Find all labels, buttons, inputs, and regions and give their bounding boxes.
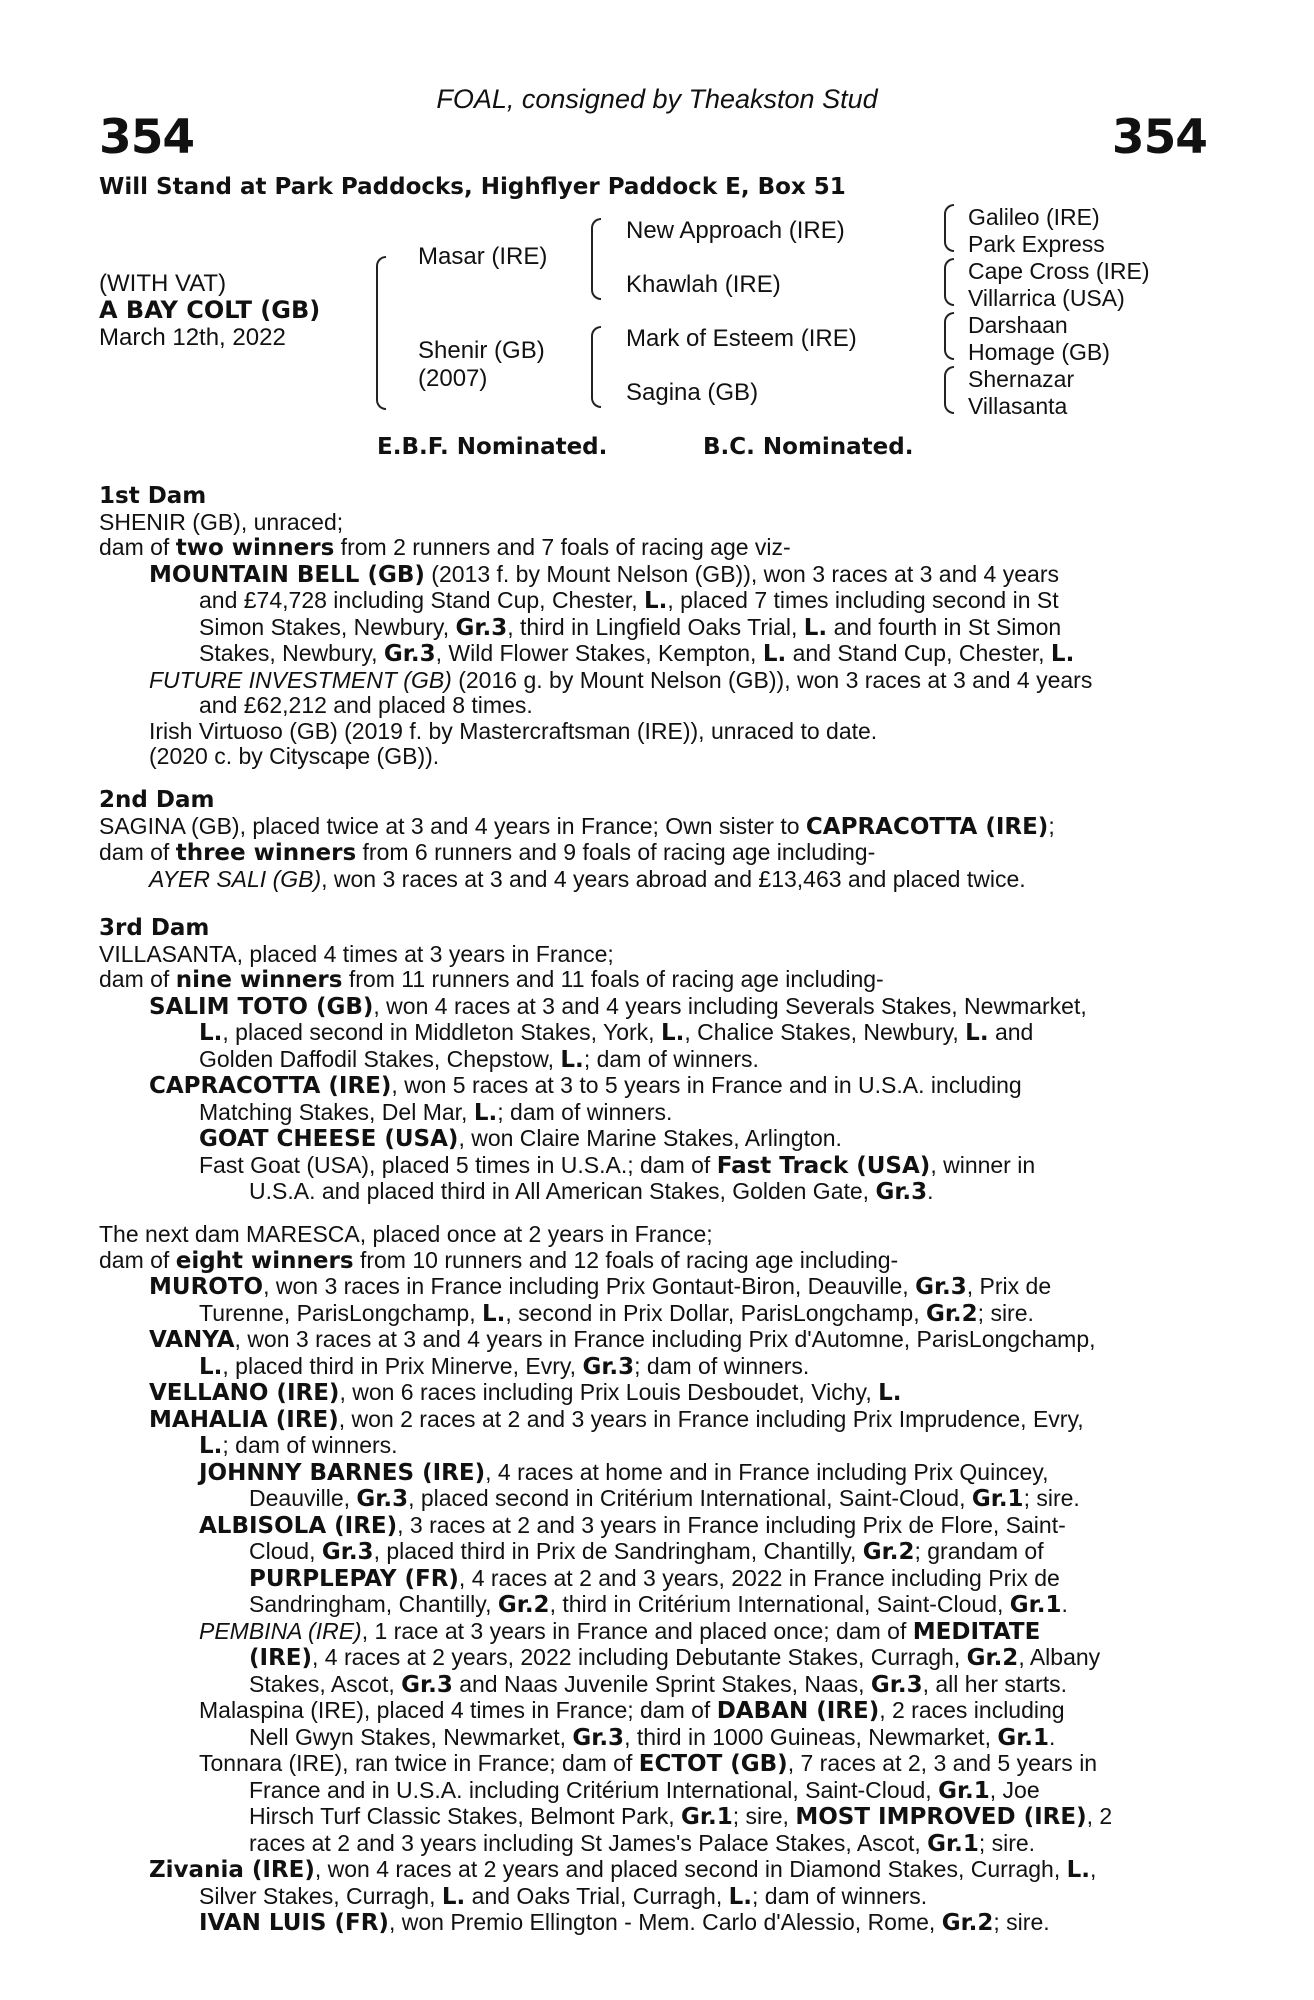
bold-text: GOAT CHEESE (USA) (199, 1126, 459, 1152)
bold-text: CAPRACOTTA (IRE) (149, 1073, 392, 1099)
bold-text: Gr.3 (401, 1671, 453, 1698)
text-fragment: , won 3 races in France including Prix Gontaut-Biron, Deauville, (263, 1273, 916, 1299)
text-fragment: dam of (99, 966, 176, 992)
dam-dam: Sagina (GB) (626, 379, 759, 406)
text-fragment: , won 6 races including Prix Louis Desboudet, Vichy, (339, 1379, 879, 1405)
gen3-name: Villarrica (USA) (968, 285, 1125, 311)
first-dam-section (99, 484, 1205, 770)
text-fragment: Matching Stakes, Del Mar, (199, 1098, 474, 1125)
bold-text: L. (441, 1883, 466, 1910)
text-fragment: , placed 7 times including second in St (667, 587, 1059, 613)
italic-text: AYER SALI (GB) (149, 865, 322, 892)
text-fragment: ; dam of winners. (497, 1098, 673, 1125)
text-fragment: . (927, 1178, 934, 1204)
text-fragment: , placed second in Middleton Stakes, York, (222, 1019, 661, 1045)
produce-entry (99, 668, 1205, 694)
bold-text: Gr.2 (941, 1910, 994, 1936)
bold-text: L. (473, 1099, 498, 1126)
bold-text: L. (660, 1020, 685, 1046)
produce-entry-cont (99, 1884, 1205, 1911)
gen3-name: Galileo (IRE) (968, 204, 1100, 230)
grand-produce-entry-cont (99, 1486, 1205, 1513)
text-fragment: ; sire. (1023, 1485, 1080, 1511)
italic-text: FUTURE INVESTMENT (GB) (149, 666, 452, 693)
italic-text: PEMBINA (IRE) (199, 1617, 362, 1644)
text-fragment: , Prix de (966, 1273, 1052, 1299)
bold-text: L. (762, 641, 787, 667)
bold-text: Gr.1 (997, 1724, 1050, 1751)
bold-text: L. (965, 1020, 989, 1046)
produce-entry (99, 1857, 1205, 1884)
text-fragment: , all her starts. (922, 1670, 1068, 1697)
text-fragment: from 11 runners and 11 foals of racing age including- (342, 966, 884, 992)
gen3-name: Darshaan (968, 312, 1068, 338)
text-fragment: , Chalice Stakes, Newbury, (684, 1019, 966, 1045)
produce-entry-cont (99, 1433, 1205, 1460)
produce-entry: Irish Virtuoso (GB) (2019 f. by Mastercraftsman (IRE)), unraced to date. (149, 717, 878, 744)
consignment-line: FOAL, consigned by Theakston Stud (436, 84, 878, 114)
produce-entry (99, 1407, 1205, 1434)
vat-note: (WITH VAT) (99, 270, 227, 297)
grand-produce-entry (99, 1751, 1205, 1778)
grand-produce-entry-cont (99, 1179, 1205, 1206)
produce-entry-cont (99, 1047, 1205, 1074)
bold-text: MAHALIA (IRE) (149, 1406, 339, 1433)
second-dam-section (99, 788, 1205, 892)
grand-produce-entry (99, 1126, 1205, 1153)
text-fragment: Golden Daffodil Stakes, Chepstow, (199, 1045, 561, 1072)
bold-text: Gr.1 (938, 1777, 990, 1804)
bold-text: Gr.3 (572, 1724, 625, 1751)
produce-entry (99, 994, 1205, 1021)
grand-produce-entry (99, 1910, 1205, 1937)
gen3-brace-2 (944, 258, 954, 306)
text-fragment: , placed third in Prix Minerve, Evry, (222, 1352, 583, 1379)
bold-text: L. (199, 1433, 223, 1459)
bold-text: ALBISOLA (IRE) (199, 1512, 398, 1539)
bold-text: CAPRACOTTA (IRE) (805, 813, 1049, 840)
grand-produce-entry-cont (99, 1831, 1205, 1858)
text-fragment: from 6 runners and 9 foals of racing age including- (356, 839, 876, 865)
grand-produce-entry-cont (99, 1645, 1205, 1672)
ebf-nomination: E.B.F. Nominated. (377, 434, 608, 460)
gen3-name: Shernazar (968, 366, 1075, 392)
text-fragment: , Albany (1018, 1644, 1101, 1670)
grand-produce-entry-cont (99, 1778, 1205, 1805)
text-fragment: SAGINA (GB), placed twice at 3 and 4 years in France; Own sister to (99, 812, 806, 839)
text-fragment: , won 3 races at 3 and 4 years in France including Prix d'Automne, ParisLongchamp, (234, 1326, 1096, 1352)
bold-text: PURPLEPAY (FR) (249, 1565, 459, 1592)
bold-text: Gr.3 (321, 1539, 374, 1565)
text-fragment: , winner in (930, 1151, 1036, 1178)
produce-entry-cont (99, 1100, 1205, 1127)
section-heading: 3rd Dam (99, 915, 210, 941)
text-fragment: ; sire. (977, 1299, 1034, 1326)
produce-summary (99, 535, 1205, 562)
text-fragment: , won Premio Ellington - Mem. Carlo d'Alessio, Rome, (388, 1909, 942, 1935)
text-fragment: Cloud, (249, 1538, 322, 1564)
gen3-name: Cape Cross (IRE) (968, 258, 1150, 284)
text-fragment: , 2 (1086, 1803, 1113, 1829)
dam-parents-brace (591, 326, 601, 408)
produce-entry (99, 562, 1205, 589)
text-fragment: Fast Goat (USA), placed 5 times in U.S.A.; dam of (199, 1151, 717, 1178)
text-fragment: ; dam of winners. (583, 1045, 759, 1072)
produce-entry (99, 1327, 1205, 1354)
text-fragment: and Oaks Trial, Curragh, (465, 1882, 729, 1909)
bold-text: SALIM TOTO (GB) (149, 993, 374, 1020)
bold-text: L. (728, 1883, 753, 1910)
bold-text: DABAN (IRE) (716, 1698, 880, 1724)
produce-entry (99, 1073, 1205, 1100)
lot-number-left: 354 (99, 110, 195, 165)
text-fragment: , 4 races at 2 years, 2022 including Debutante Stakes, Curragh, (312, 1644, 967, 1670)
text-fragment: , (1090, 1856, 1097, 1882)
text-fragment: , second in Prix Dollar, ParisLongchamp, (505, 1299, 926, 1326)
text-fragment: , won 4 races at 3 and 4 years including Severals Stakes, Newmarket, (373, 992, 1087, 1019)
bold-text: Zivania (IRE) (149, 1857, 315, 1883)
bold-text: Gr.2 (862, 1539, 915, 1565)
sire-sire: New Approach (IRE) (626, 217, 845, 244)
bold-text: Gr.3 (383, 641, 436, 667)
text-fragment: ; (1048, 812, 1055, 839)
bold-text: Gr.3 (875, 1179, 928, 1205)
grand-produce-entry-cont (99, 1592, 1205, 1619)
bold-text: JOHNNY BARNES (IRE) (199, 1459, 486, 1486)
bold-text: (IRE) (249, 1645, 313, 1671)
text-fragment: and Stand Cup, Chester, (786, 640, 1051, 666)
text-fragment: , 4 races at 2 and 3 years, 2022 in France including Prix de (458, 1564, 1060, 1591)
produce-entry-cont (99, 1354, 1205, 1381)
text-fragment: , 3 races at 2 and 3 years in France including Prix de Flore, Saint- (397, 1511, 1066, 1538)
text-fragment: ; sire, (732, 1803, 796, 1829)
produce-summary (99, 840, 1205, 867)
sire-dam: Khawlah (IRE) (626, 271, 781, 298)
produce-entry: (2020 c. by Cityscape (GB)). (149, 743, 440, 769)
bold-text: Gr.3 (870, 1671, 923, 1698)
bold-text: Fast Track (USA) (716, 1152, 931, 1179)
produce-entry-cont (99, 1020, 1205, 1047)
produce-entry-cont (99, 641, 1205, 668)
sire-name: Masar (IRE) (418, 243, 548, 270)
bold-text: Gr.1 (681, 1804, 733, 1830)
bold-text: L. (560, 1046, 584, 1073)
text-fragment: and fourth in St Simon (827, 613, 1062, 640)
text-fragment: dam of (99, 839, 176, 865)
text-fragment: Silver Stakes, Curragh, (199, 1882, 442, 1909)
grand-produce-entry (99, 1513, 1205, 1540)
bold-text: IVAN LUIS (FR) (199, 1910, 389, 1936)
sire-dam-brace (376, 256, 386, 410)
dam-sire: Mark of Esteem (IRE) (626, 325, 857, 352)
bold-text: VANYA (149, 1327, 235, 1353)
text-fragment: , won 3 races at 3 and 4 years abroad and £13,463 and placed twice. (321, 865, 1026, 892)
dam-line (99, 814, 1205, 841)
dam-year: (2007) (418, 365, 488, 392)
text-fragment: U.S.A. and placed third in All American Stakes, Golden Gate, (249, 1178, 876, 1204)
bold-text: Gr.2 (925, 1300, 978, 1327)
text-fragment: Deauville, (249, 1485, 357, 1511)
produce-entry (99, 1380, 1205, 1407)
bold-text: L. (1050, 641, 1075, 667)
bold-text: Gr.3 (582, 1353, 635, 1380)
text-fragment: , third in 1000 Guineas, Newmarket, (624, 1723, 998, 1750)
grand-produce-entry (99, 1698, 1205, 1725)
text-fragment: , Joe (989, 1776, 1040, 1803)
text-fragment: ; dam of winners. (222, 1432, 398, 1458)
text-fragment: Malaspina (IRE), placed 4 times in France; dam of (199, 1697, 717, 1723)
bold-text: Gr.2 (497, 1592, 550, 1618)
bold-text: Gr.3 (915, 1274, 967, 1300)
lot-name: A BAY COLT (GB) (99, 296, 321, 324)
bold-text: L. (1066, 1857, 1091, 1883)
section-heading: 2nd Dam (99, 787, 215, 813)
bold-text: MEDITATE (912, 1618, 1041, 1645)
bold-text: Gr.1 (971, 1486, 1024, 1512)
text-fragment: Turenne, ParisLongchamp, (199, 1299, 482, 1326)
text-fragment: from 10 runners and 12 foals of racing age including- (353, 1246, 899, 1273)
gen3-name: Park Express (968, 231, 1105, 257)
text-fragment: and (988, 1019, 1034, 1045)
text-fragment: Stakes, Ascot, (249, 1670, 402, 1697)
grand-produce-entry-cont (99, 1672, 1205, 1699)
bold-text: Gr.3 (356, 1486, 409, 1512)
text-fragment: , 1 race at 3 years in France and placed once; dam of (361, 1617, 913, 1644)
produce-entry-cont (99, 588, 1205, 615)
text-fragment: dam of (99, 1246, 176, 1273)
sire-parents-brace (591, 218, 601, 300)
gen3-brace-3 (944, 312, 954, 360)
bold-text: L. (878, 1380, 902, 1406)
text-fragment: and £74,728 including Stand Cup, Chester, (199, 587, 644, 613)
bold-text: L. (199, 1020, 223, 1046)
grand-produce-entry-cont (99, 1725, 1205, 1752)
grand-produce-entry-cont (99, 1804, 1205, 1831)
text-fragment: , won 5 races at 3 to 5 years in France and in U.S.A. including (391, 1072, 1022, 1098)
text-fragment: , placed second in Critérium International, Saint-Cloud, (408, 1485, 972, 1511)
gen3-name: Villasanta (968, 393, 1068, 419)
produce-entry-cont (99, 615, 1205, 642)
dam-line: VILLASANTA, placed 4 times at 3 years in France; (99, 940, 614, 967)
grand-produce-entry (99, 1619, 1205, 1646)
text-fragment: . (1061, 1591, 1068, 1617)
lot-number-right: 354 (1111, 110, 1207, 165)
text-fragment: , Wild Flower Stakes, Kempton, (435, 640, 763, 666)
bold-text: MOUNTAIN BELL (GB) (149, 561, 425, 588)
produce-entry-cont (99, 1301, 1205, 1328)
text-fragment: Stakes, Newbury, (199, 640, 384, 666)
bold-text: MUROTO (149, 1274, 264, 1300)
bold-text: two winners (175, 535, 335, 561)
produce-entry-cont: and £62,212 and placed 8 times. (199, 692, 533, 718)
text-fragment: , 2 races including (879, 1697, 1065, 1723)
text-fragment: Hirsch Turf Classic Stakes, Belmont Park, (249, 1803, 682, 1829)
bold-text: Gr.1 (927, 1830, 979, 1857)
gen3-name: Homage (GB) (968, 339, 1110, 365)
text-fragment: ; dam of winners. (752, 1882, 928, 1909)
produce-summary (99, 967, 1205, 994)
stand-location: Will Stand at Park Paddocks, Highflyer Paddock E, Box 51 (99, 174, 846, 200)
bold-text: L. (803, 614, 828, 641)
bold-text: L. (644, 588, 668, 614)
produce-entry (99, 1274, 1205, 1301)
grand-produce-entry (99, 1460, 1205, 1487)
bold-text: nine winners (175, 967, 343, 993)
bold-text: L. (481, 1300, 506, 1327)
text-fragment: , won 4 races at 2 years and placed second in Diamond Stakes, Curragh, (314, 1856, 1067, 1882)
gen3-brace-1 (944, 204, 954, 252)
text-fragment: ; sire. (978, 1829, 1036, 1856)
foaling-date: March 12th, 2022 (99, 324, 286, 351)
text-fragment: ; grandam of (914, 1538, 1044, 1564)
text-fragment: , 4 races at home and in France including Prix Quincey, (485, 1458, 1049, 1485)
bold-text: Gr.3 (455, 614, 508, 641)
text-fragment: Sandringham, Chantilly, (249, 1591, 498, 1617)
next-dam-section (99, 1222, 1205, 1937)
text-fragment: , won 2 races at 2 and 3 years in France including Prix Imprudence, Evry, (338, 1405, 1084, 1432)
bold-text: VELLANO (IRE) (149, 1380, 340, 1406)
text-fragment: , third in Critérium International, Saint-Cloud, (549, 1591, 1010, 1617)
bold-text: three winners (175, 840, 357, 866)
text-fragment: from 2 runners and 7 foals of racing age viz- (334, 534, 791, 560)
text-fragment: Nell Gwyn Stakes, Newmarket, (249, 1723, 573, 1750)
section-heading: 1st Dam (99, 483, 207, 509)
text-fragment: ; dam of winners. (634, 1352, 810, 1379)
text-fragment: . (1049, 1723, 1056, 1750)
text-fragment: and Naas Juvenile Sprint Stakes, Naas, (452, 1670, 871, 1697)
text-fragment: dam of (99, 534, 176, 560)
produce-summary (99, 1248, 1205, 1275)
text-fragment: , placed third in Prix de Sandringham, Chantilly, (373, 1538, 863, 1564)
produce-entry (99, 867, 1205, 893)
text-fragment: , won Claire Marine Stakes, Arlington. (458, 1125, 842, 1151)
grand-produce-entry-cont (99, 1566, 1205, 1593)
text-fragment: , third in Lingfield Oaks Trial, (507, 613, 804, 640)
dam-line: The next dam MARESCA, placed once at 2 years in France; (99, 1221, 713, 1247)
text-fragment: (2016 g. by Mount Nelson (GB)), won 3 races at 3 and 4 years (451, 666, 1093, 693)
dam-line: SHENIR (GB), unraced; (99, 508, 344, 535)
text-fragment: Simon Stakes, Newbury, (199, 613, 456, 640)
bold-text: Gr.2 (966, 1645, 1019, 1671)
grand-produce-entry-cont (99, 1539, 1205, 1566)
gen3-brace-4 (944, 366, 954, 414)
bold-text: MOST IMPROVED (IRE) (795, 1804, 1087, 1830)
text-fragment: races at 2 and 3 years including St James's Palace Stakes, Ascot, (249, 1829, 928, 1856)
text-fragment: ; sire. (993, 1909, 1050, 1935)
text-fragment: (2013 f. by Mount Nelson (GB)), won 3 races at 3 and 4 years (424, 560, 1059, 587)
bold-text: ECTOT (GB) (638, 1751, 788, 1777)
bold-text: Gr.1 (1009, 1592, 1062, 1618)
bc-nomination: B.C. Nominated. (703, 434, 914, 460)
third-dam-section (99, 916, 1205, 1206)
text-fragment: , 7 races at 2, 3 and 5 years in (787, 1750, 1098, 1776)
text-fragment: Tonnara (IRE), ran twice in France; dam of (199, 1750, 639, 1776)
bold-text: L. (199, 1353, 223, 1380)
dam-name: Shenir (GB) (418, 337, 545, 364)
bold-text: eight winners (175, 1247, 354, 1274)
text-fragment: France and in U.S.A. including Critérium International, Saint-Cloud, (249, 1776, 939, 1803)
grand-produce-entry (99, 1153, 1205, 1180)
